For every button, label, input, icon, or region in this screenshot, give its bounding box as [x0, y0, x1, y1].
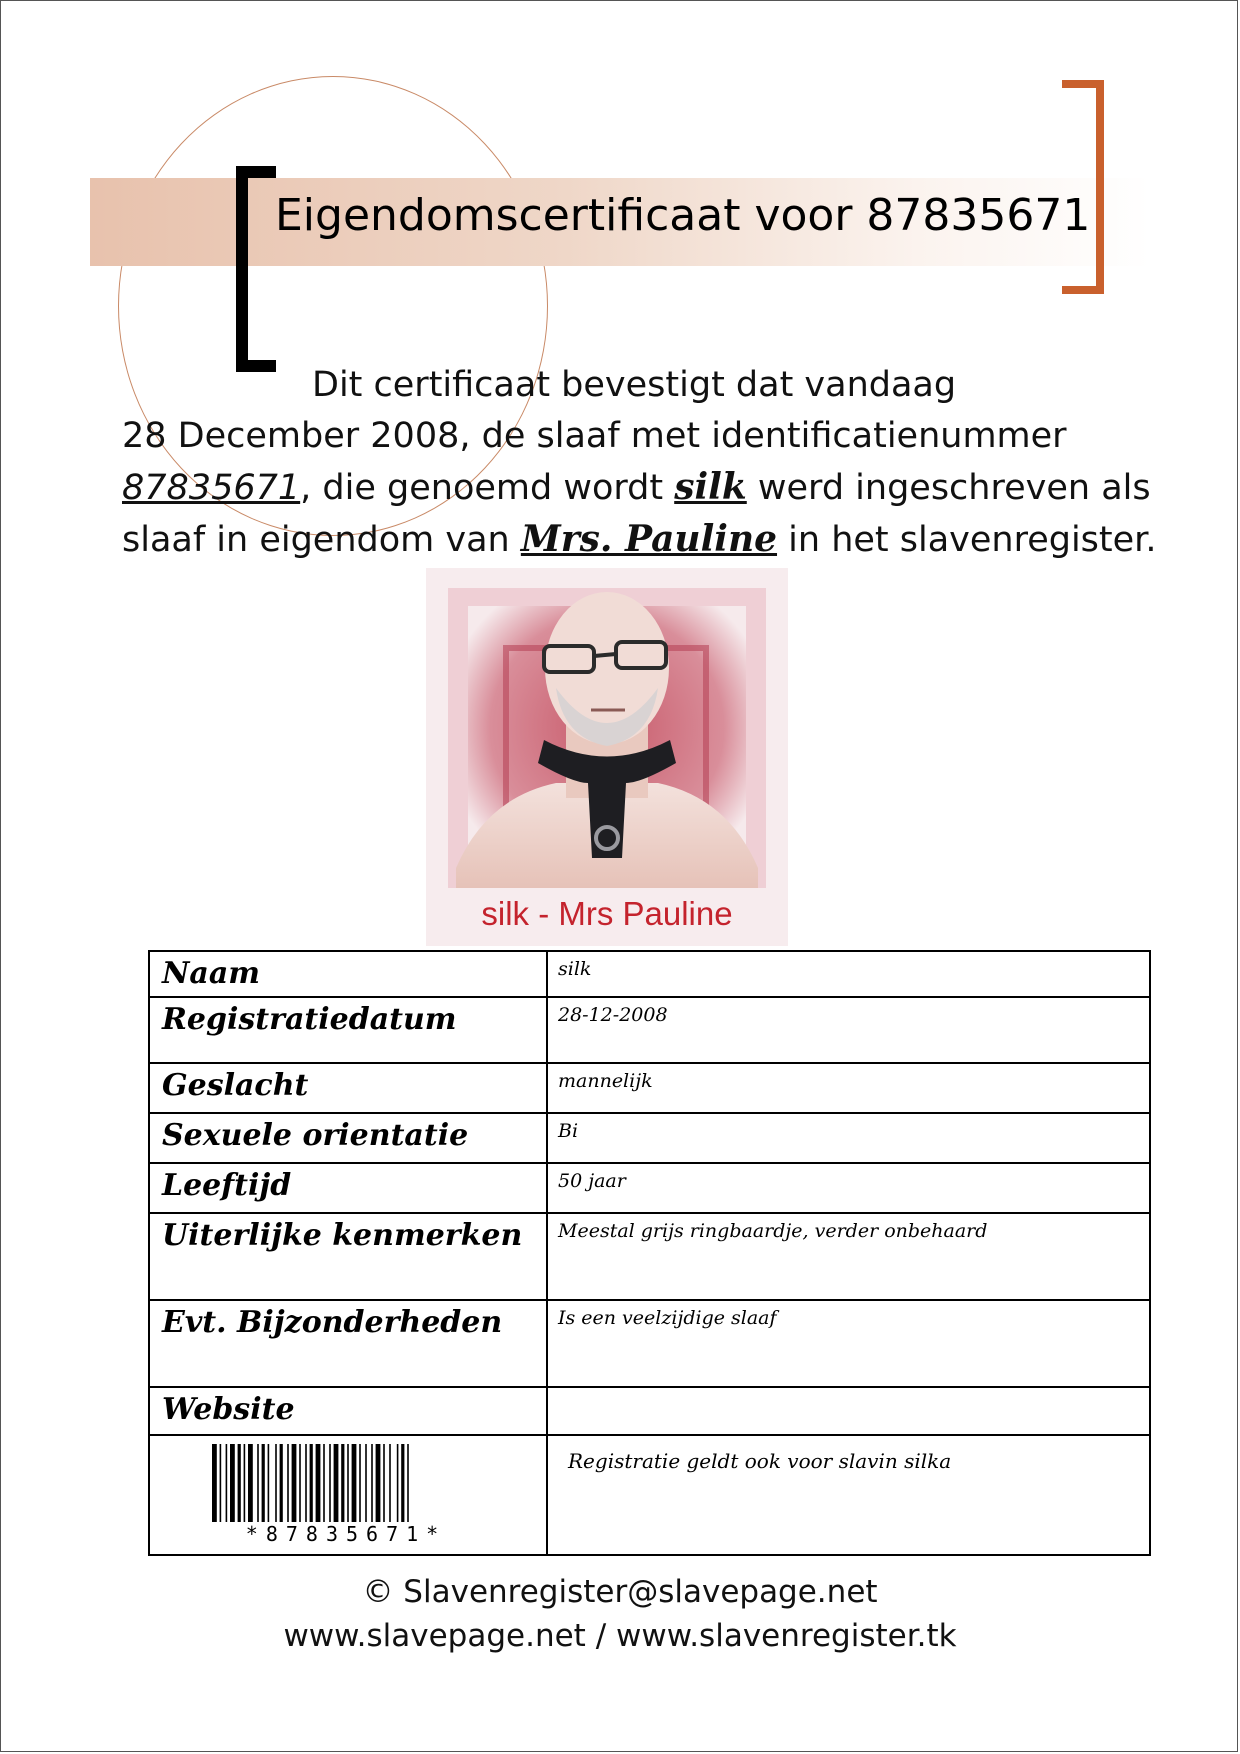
intro-text: werd ingeschreven als: [746, 468, 1151, 508]
intro-text: slaaf in eigendom van: [122, 520, 521, 560]
table-row: [149, 1163, 1150, 1213]
table-row: [149, 951, 1150, 997]
barcode-bar: [323, 1444, 325, 1522]
portrait-photo: [426, 568, 788, 946]
footer-copyright: © Slavenregister@slavepage.net: [362, 1574, 878, 1610]
barcode-bar: [275, 1444, 277, 1522]
barcode-bar: [397, 1444, 399, 1522]
row-label-sexuele-orientatie: Sexuele orientatie: [149, 1113, 547, 1163]
barcode-bar: [226, 1444, 228, 1522]
intro-line-3: [122, 462, 1162, 514]
table-row: [149, 1435, 1150, 1555]
barcode-bar: [329, 1444, 331, 1522]
left-bracket-decoration: [236, 166, 276, 372]
intro-line-2: 28 December 2008, de slaaf met identificatienummer: [122, 416, 1067, 456]
table-row: [149, 1387, 1150, 1435]
barcode-bar: [287, 1444, 289, 1522]
row-value-sexuele-orientatie: Bi: [547, 1113, 1150, 1163]
row-label-uiterlijke-kenmerken: Uiterlijke kenmerken: [149, 1213, 547, 1300]
owner-name: Mrs. Pauline: [520, 518, 778, 560]
barcode-bar: [359, 1444, 361, 1522]
barcode-bar: [389, 1444, 391, 1522]
slave-name: silk: [674, 466, 747, 508]
barcode-bar: [280, 1444, 283, 1522]
barcode-bar: [230, 1444, 235, 1522]
table-row: [149, 1300, 1150, 1387]
row-value-website: [547, 1387, 1150, 1435]
row-value-naam: silk: [547, 951, 1150, 997]
row-label-leeftijd: Leeftijd: [149, 1163, 547, 1213]
barcode-bar: [365, 1444, 367, 1522]
barcode-bar: [268, 1444, 270, 1522]
barcode-bar: [262, 1444, 265, 1522]
barcode-bar: [376, 1444, 381, 1522]
row-value-bijzonderheden: Is een veelzijdige slaaf: [547, 1300, 1150, 1387]
barcode-bar: [347, 1444, 349, 1522]
row-label-bijzonderheden: Evt. Bijzonderheden: [149, 1300, 547, 1387]
row-value-geslacht: mannelijk: [547, 1063, 1150, 1113]
certificate-title: Eigendomscertificaat voor 87835671: [275, 190, 1091, 241]
row-value-leeftijd: 50 jaar: [547, 1163, 1150, 1213]
footer-websites: www.slavepage.net / www.slavenregister.tk: [283, 1618, 957, 1654]
barcode-cell: [149, 1435, 547, 1555]
barcode-bar: [220, 1444, 222, 1522]
barcode-bar: [334, 1444, 339, 1522]
intro-line-4: [122, 514, 1162, 566]
table-row: [149, 997, 1150, 1063]
id-number: 87835671: [122, 468, 301, 508]
intro-text: , die genoemd wordt: [300, 468, 675, 508]
registration-note: Registratie geldt ook voor slavin silka: [547, 1435, 1150, 1555]
barcode-bar: [401, 1444, 404, 1522]
barcode-bar: [305, 1444, 307, 1522]
table-row: [149, 1213, 1150, 1300]
footer: [0, 1570, 1240, 1658]
intro-line-1: Dit certificaat bevestigt dat vandaag: [312, 365, 957, 405]
barcode-bar: [238, 1444, 241, 1522]
row-value-registratiedatum: 28-12-2008: [547, 997, 1150, 1063]
table-row: [149, 1063, 1150, 1113]
row-label-website: Website: [149, 1387, 547, 1435]
barcode-bar: [407, 1444, 409, 1522]
portrait-illustration: [426, 568, 788, 946]
barcode-bar: [352, 1444, 357, 1522]
barcode-graphic: [210, 1444, 480, 1522]
intro-paragraph: [122, 360, 1162, 566]
row-label-naam: Naam: [149, 951, 547, 997]
registration-table: [148, 950, 1151, 1556]
barcode-bar: [383, 1444, 385, 1522]
row-label-geslacht: Geslacht: [149, 1063, 547, 1113]
barcode-number: *87835671*: [245, 1522, 447, 1546]
barcode-bar: [316, 1444, 321, 1522]
barcode-bar: [212, 1444, 217, 1522]
barcode-bar: [341, 1444, 344, 1522]
barcode-bar: [257, 1444, 259, 1522]
barcode-bar: [299, 1444, 301, 1522]
barcode-bar: [371, 1444, 373, 1522]
barcode-bar: [248, 1444, 253, 1522]
barcode-bar: [310, 1444, 313, 1522]
barcode-bar: [244, 1444, 246, 1522]
table-row: [149, 1113, 1150, 1163]
photo-caption: silk - Mrs Pauline: [481, 895, 733, 932]
barcode-bar: [292, 1444, 297, 1522]
row-value-uiterlijke-kenmerken: Meestal grijs ringbaardje, verder onbehaard: [547, 1213, 1150, 1300]
row-label-registratiedatum: Registratiedatum: [149, 997, 547, 1063]
intro-text: in het slavenregister.: [777, 520, 1157, 560]
